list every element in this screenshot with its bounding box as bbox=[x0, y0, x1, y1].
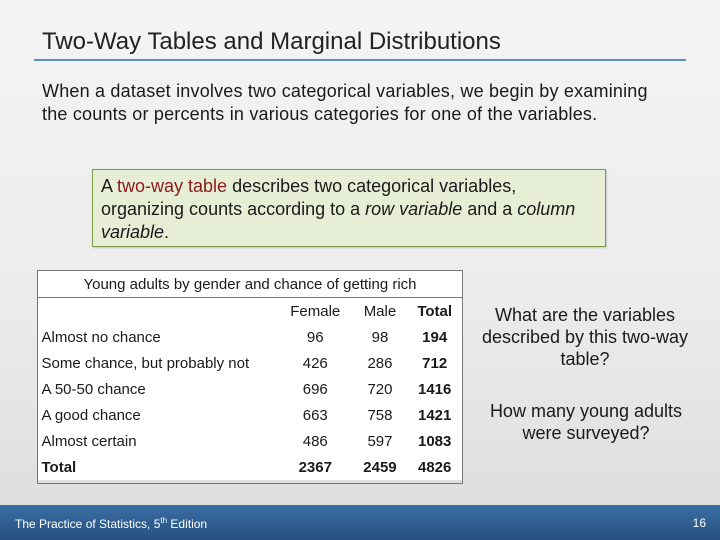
cell-male: 720 bbox=[367, 380, 393, 398]
table-row bbox=[38, 376, 463, 402]
header-blank bbox=[38, 298, 278, 325]
row-label: Almost no chance bbox=[41, 328, 161, 346]
cell-total: 1421 bbox=[418, 406, 452, 424]
definition-text-1: describes two categorical variables, organizing counts according to a bbox=[101, 176, 517, 219]
slide-title: Two-Way Tables and Marginal Distributions bbox=[42, 28, 501, 55]
definition-prefix: A bbox=[101, 176, 118, 196]
page-number: 16 bbox=[692, 516, 706, 530]
cell-male: 286 bbox=[367, 354, 393, 372]
question-surveyed: How many young adults were surveyed? bbox=[489, 401, 683, 443]
total-row-label: Total bbox=[41, 458, 77, 476]
cell-female: 663 bbox=[302, 406, 328, 424]
cell-total: 1083 bbox=[418, 432, 452, 450]
two-way-table bbox=[37, 270, 463, 480]
question-variables: What are the variables described by this two-way table? bbox=[481, 305, 689, 369]
book-title-suffix: Edition bbox=[167, 517, 208, 531]
book-title-main: The Practice of Statistics, 5 bbox=[15, 517, 161, 531]
table-row bbox=[38, 350, 463, 376]
header-total: Total bbox=[417, 302, 453, 320]
cell-male: 98 bbox=[371, 328, 389, 346]
book-title-sup: th bbox=[160, 516, 168, 525]
grand-total: 4826 bbox=[418, 458, 452, 476]
cell-female: 696 bbox=[302, 380, 328, 398]
definition-term: two-way table bbox=[117, 176, 228, 196]
header-female: Female bbox=[290, 302, 341, 320]
table-caption: Young adults by gender and chance of getting rich bbox=[38, 271, 463, 298]
cell-total: 194 bbox=[422, 328, 448, 346]
definition-text-2: and a bbox=[462, 199, 518, 219]
cell-total: 712 bbox=[422, 354, 448, 372]
book-title bbox=[15, 516, 207, 531]
total-male: 2459 bbox=[363, 458, 397, 476]
header-male: Male bbox=[363, 302, 397, 320]
table-row bbox=[38, 428, 463, 454]
cell-male: 758 bbox=[367, 406, 393, 424]
row-label: Some chance, but probably not bbox=[41, 354, 250, 372]
cell-female: 486 bbox=[302, 432, 328, 450]
cell-female: 426 bbox=[302, 354, 328, 372]
row-variable-term: row variable bbox=[365, 199, 463, 219]
table-row bbox=[38, 324, 463, 350]
definition-box bbox=[92, 169, 606, 247]
cell-male: 597 bbox=[367, 432, 393, 450]
intro-paragraph: When a dataset involves two categorical variables, we begin by examining the counts or percents in various categories for one of the variables. bbox=[42, 81, 648, 124]
title-underline bbox=[34, 59, 686, 61]
column-variable-term: column variable bbox=[101, 199, 576, 242]
total-female: 2367 bbox=[298, 458, 332, 476]
footer-bar bbox=[0, 505, 720, 540]
cell-female: 96 bbox=[306, 328, 324, 346]
row-label: A good chance bbox=[41, 406, 141, 424]
table-row bbox=[38, 402, 463, 428]
definition-suffix: . bbox=[164, 222, 170, 242]
total-row bbox=[38, 454, 463, 480]
cell-total: 1416 bbox=[418, 380, 452, 398]
row-label: A 50-50 chance bbox=[41, 380, 146, 398]
row-label: Almost certain bbox=[41, 432, 137, 450]
